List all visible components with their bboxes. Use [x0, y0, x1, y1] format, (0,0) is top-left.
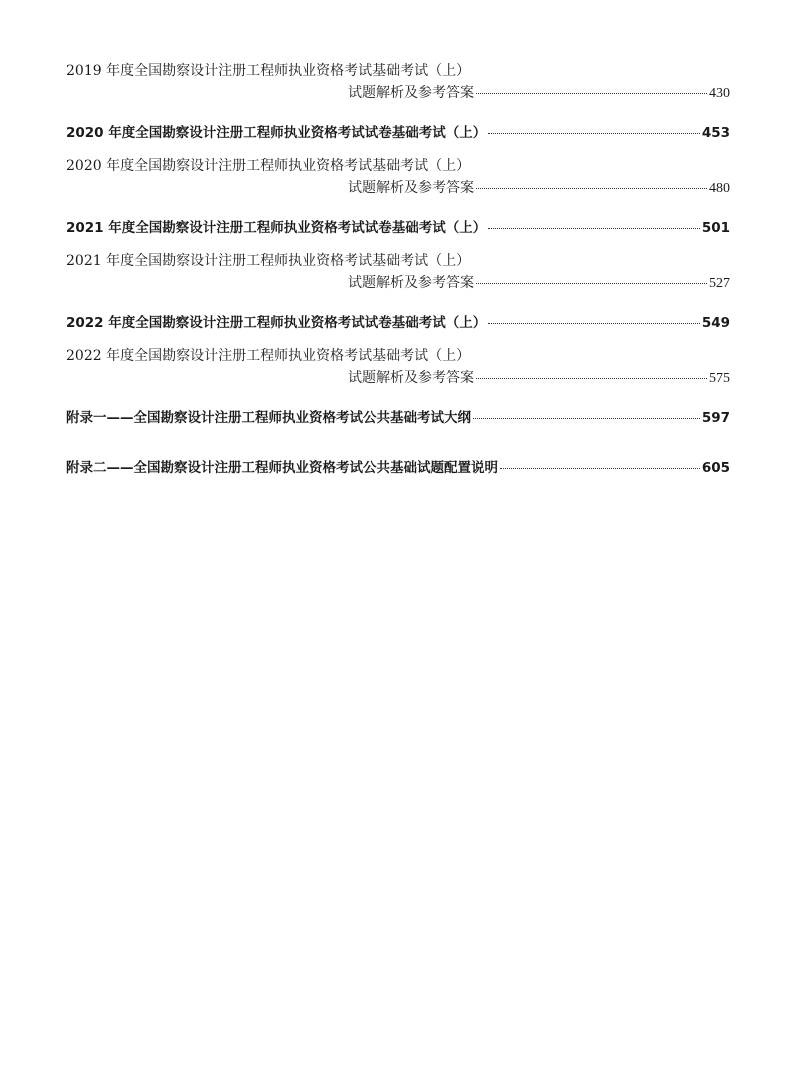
toc-entry-title-line: [66, 122, 730, 144]
toc-entry-2021-exam[interactable]: [66, 217, 730, 239]
dot-leader: [476, 93, 707, 94]
dot-leader: [476, 378, 707, 379]
toc-page-number: 527: [709, 276, 730, 291]
toc-page-number: 575: [709, 371, 730, 386]
toc-page-number: 605: [701, 460, 730, 476]
toc-entry-subtitle-line: [66, 82, 730, 104]
toc-page-number: 480: [709, 181, 730, 196]
toc-entry-title-line: [66, 457, 730, 479]
dot-leader: [476, 283, 707, 284]
toc-page-number: 597: [701, 410, 730, 426]
toc-entry-title: 2020 年度全国勘察设计注册工程师执业资格考试基础考试（上）: [66, 158, 471, 174]
toc-entry-subtitle-line: [66, 272, 730, 294]
toc-entry-subtitle: 试题解析及参考答案: [348, 275, 474, 291]
dot-leader: [473, 418, 700, 419]
dot-leader: [500, 468, 700, 469]
toc-entry-title: 2019 年度全国勘察设计注册工程师执业资格考试基础考试（上）: [66, 63, 471, 79]
toc-entry-title: 2022 年度全国勘察设计注册工程师执业资格考试基础考试（上）: [66, 348, 471, 364]
toc-entry-2022-analysis[interactable]: [66, 345, 730, 389]
dot-leader: [488, 323, 700, 324]
toc-entry-2022-exam[interactable]: [66, 312, 730, 334]
toc-entry-subtitle-line: [66, 367, 730, 389]
toc-entry-title-line: [66, 217, 730, 239]
toc-entry-title-line: [66, 155, 730, 177]
toc-entry-subtitle: 试题解析及参考答案: [348, 85, 474, 101]
toc-entry-appendix-1[interactable]: [66, 407, 730, 429]
toc-entry-title: 附录一——全国勘察设计注册工程师执业资格考试公共基础考试大纲: [66, 410, 471, 426]
toc-entry-title-line: [66, 312, 730, 334]
toc-entry-title: 2022 年度全国勘察设计注册工程师执业资格考试试卷基础考试（上）: [66, 315, 487, 331]
dot-leader: [476, 188, 707, 189]
toc-entry-2021-analysis[interactable]: [66, 250, 730, 294]
dot-leader: [488, 228, 700, 229]
toc-page-number: 501: [701, 220, 730, 236]
toc-entry-title: 附录二——全国勘察设计注册工程师执业资格考试公共基础试题配置说明: [66, 460, 498, 476]
toc-entry-subtitle-line: [66, 177, 730, 199]
toc-entry-2020-exam[interactable]: [66, 122, 730, 144]
toc-entry-title-line: [66, 345, 730, 367]
toc-page-number: 549: [701, 315, 730, 331]
toc-page-number: 453: [701, 125, 730, 141]
toc-entry-subtitle: 试题解析及参考答案: [348, 370, 474, 386]
toc-entry-title-line: [66, 407, 730, 429]
toc-entry-title: 2020 年度全国勘察设计注册工程师执业资格考试试卷基础考试（上）: [66, 125, 487, 141]
toc-entry-title-line: [66, 250, 730, 272]
toc-entry-subtitle: 试题解析及参考答案: [348, 180, 474, 196]
toc-page-number: 430: [709, 86, 730, 101]
dot-leader: [488, 133, 700, 134]
toc-entry-title: 2021 年度全国勘察设计注册工程师执业资格考试基础考试（上）: [66, 253, 471, 269]
toc-entry-2020-analysis[interactable]: [66, 155, 730, 199]
toc-entry-title-line: [66, 60, 730, 82]
toc-entry-appendix-2[interactable]: [66, 457, 730, 479]
toc-entry-title: 2021 年度全国勘察设计注册工程师执业资格考试试卷基础考试（上）: [66, 220, 487, 236]
toc-entry-2019-analysis[interactable]: [66, 60, 730, 104]
